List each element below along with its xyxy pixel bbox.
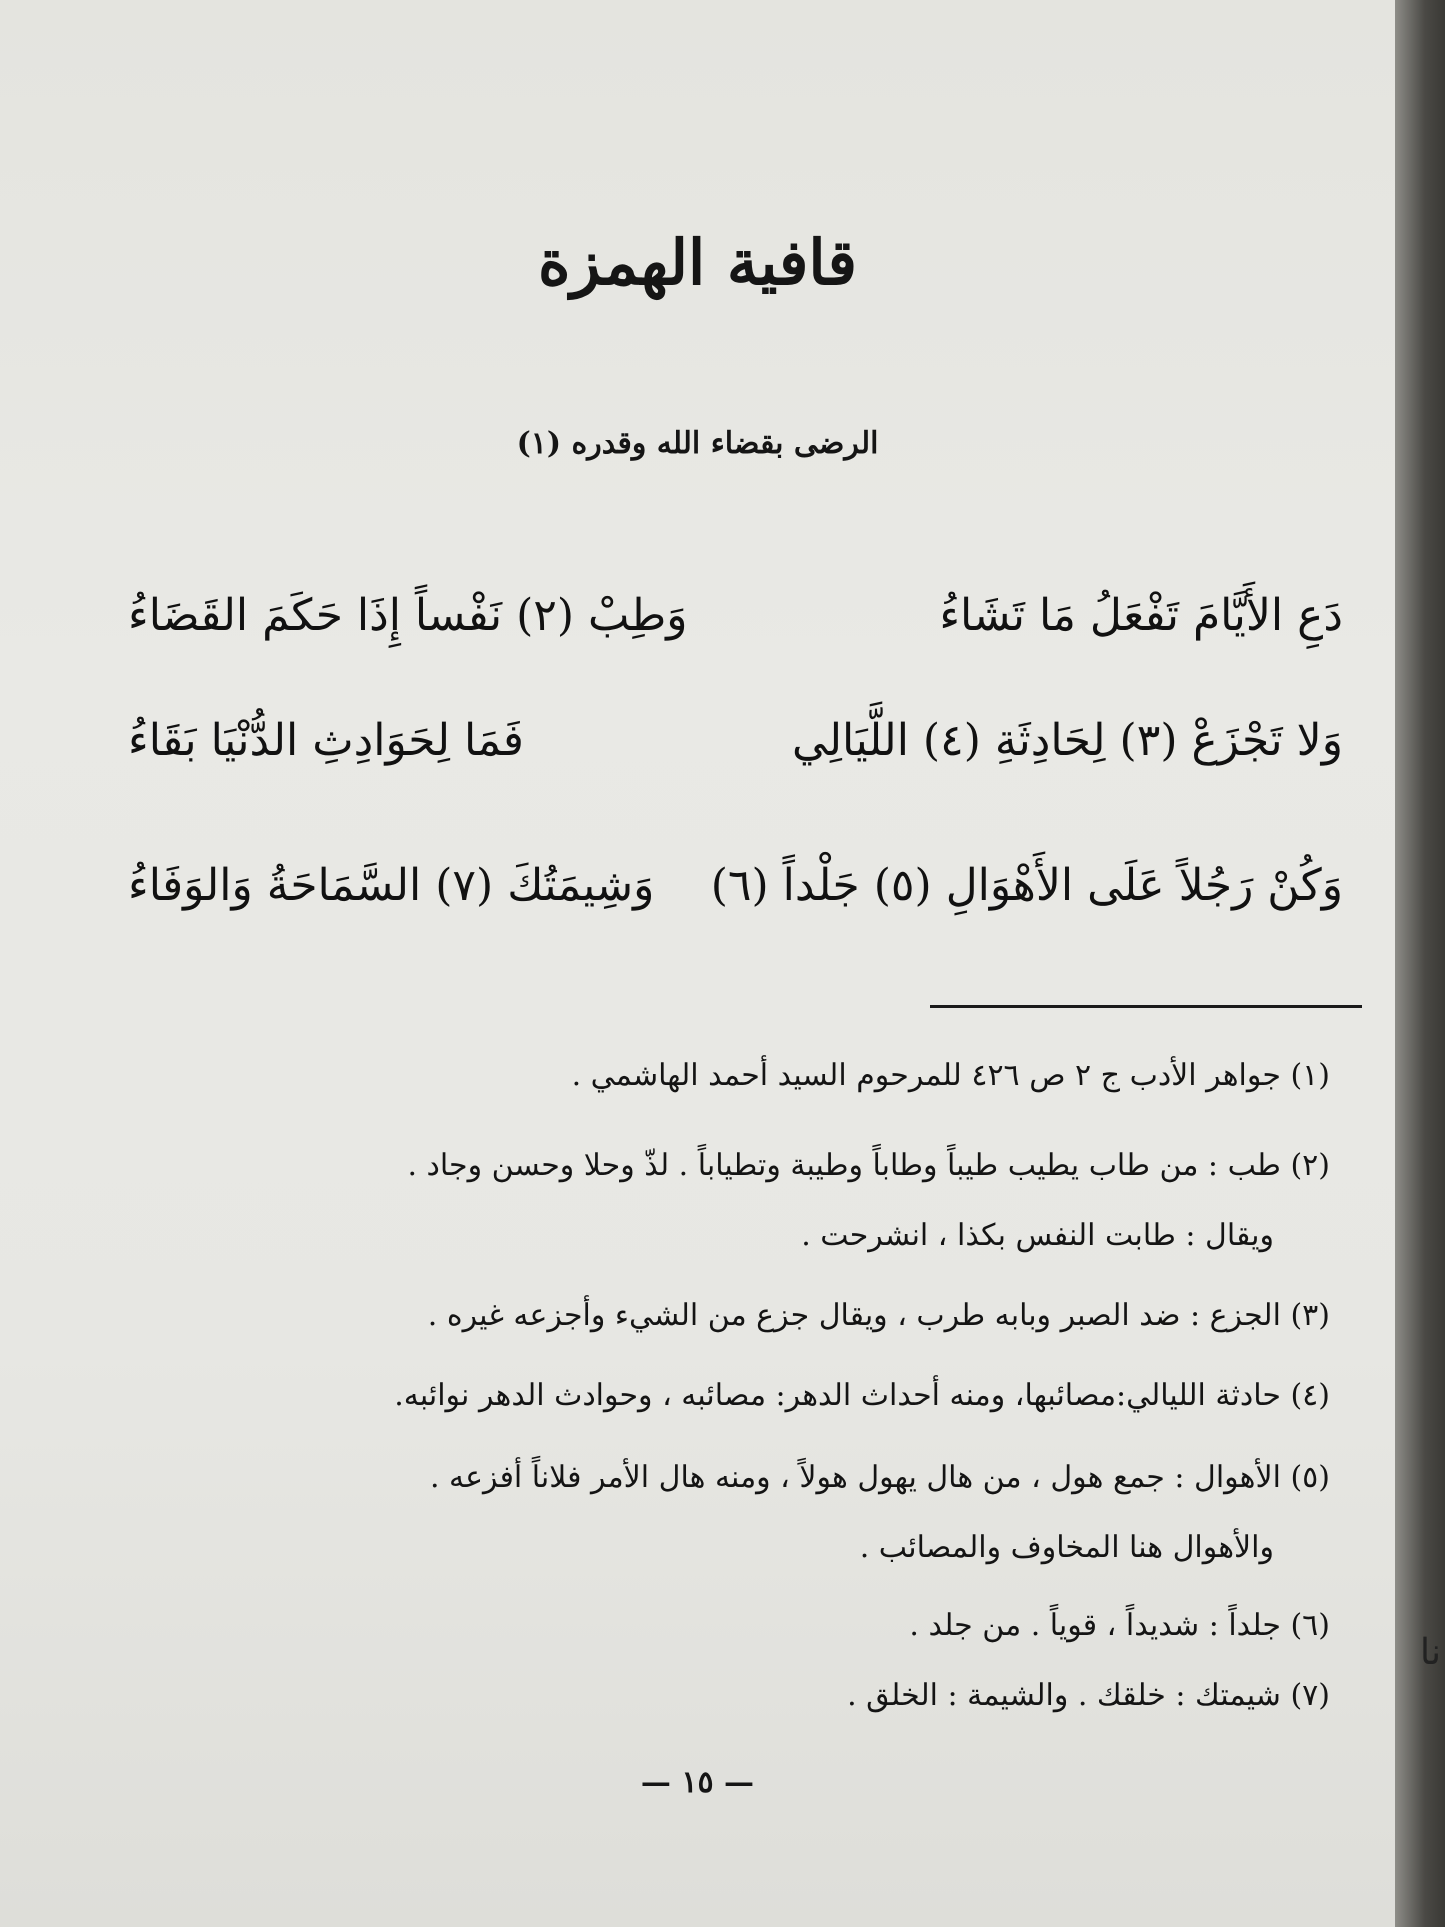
footnote-7: (٧) شيمتك : خلقك . والشيمة : الخلق . xyxy=(847,1678,1330,1713)
page-number: — ١٥ — xyxy=(640,1765,755,1800)
verse-3-second-hemistich: وَشِيمَتُكَ (٧) السَّمَاحَةُ وَالوَفَاءُ xyxy=(128,860,655,911)
footnote-4: (٤) حادثة الليالي:مصائبها، ومنه أحداث الدهر: مصائبه ، وحوادث الدهر نوائبه. xyxy=(394,1378,1330,1413)
verse-3-first-hemistich: وَكُنْ رَجُلاً عَلَى الأَهْوَالِ (٥) جَلْداً (٦) xyxy=(710,860,1343,911)
footnote-5: (٥) الأهوال : جمع هول ، من هال يهول هولاً ، ومنه هال الأمر فلاناً أفزعه . xyxy=(429,1460,1330,1495)
page-title: قافية الهمزة xyxy=(538,226,857,299)
footnote-2-continuation: ويقال : طابت النفس بكذا ، انشرحت . xyxy=(801,1218,1274,1253)
footnote-6: (٦) جلداً : شديداً ، قوياً . من جلد . xyxy=(909,1608,1330,1643)
verse-1 xyxy=(128,590,1343,670)
poem-subtitle: الرضى بقضاء الله وقدره (١) xyxy=(516,426,879,461)
verse-1-second-hemistich: وَطِبْ (٢) نَفْساً إِذَا حَكَمَ القَضَاءُ xyxy=(128,590,688,641)
footnote-divider xyxy=(930,1005,1362,1008)
footnote-1: (١) جواهر الأدب ج ٢ ص ٤٢٦ للمرحوم السيد أحمد الهاشمي . xyxy=(571,1058,1330,1093)
verse-2-second-hemistich: فَمَا لِحَوَادِثِ الدُّنْيَا بَقَاءُ xyxy=(128,715,524,766)
verse-1-first-hemistich: دَعِ الأَيَّامَ تَفْعَلُ مَا تَشَاءُ xyxy=(939,590,1343,641)
footnote-5-continuation: والأهوال هنا المخاوف والمصائب . xyxy=(859,1530,1274,1565)
footnote-3: (٣) الجزع : ضد الصبر وبابه طرب ، ويقال جزع من الشيء وأجزعه غيره . xyxy=(427,1298,1330,1333)
verse-3 xyxy=(128,860,1343,940)
verse-2 xyxy=(128,715,1343,795)
next-page-edge-text: نا xyxy=(1420,1632,1441,1673)
footnote-2: (٢) طب : من طاب يطيب طيباً وطاباً وطيبة وتطياباً . لذّ وحلا وحسن وجاد . xyxy=(407,1148,1330,1183)
verse-2-first-hemistich: وَلا تَجْزَعْ (٣) لِحَادِثَةِ (٤) اللَّيَالِي xyxy=(791,715,1343,766)
